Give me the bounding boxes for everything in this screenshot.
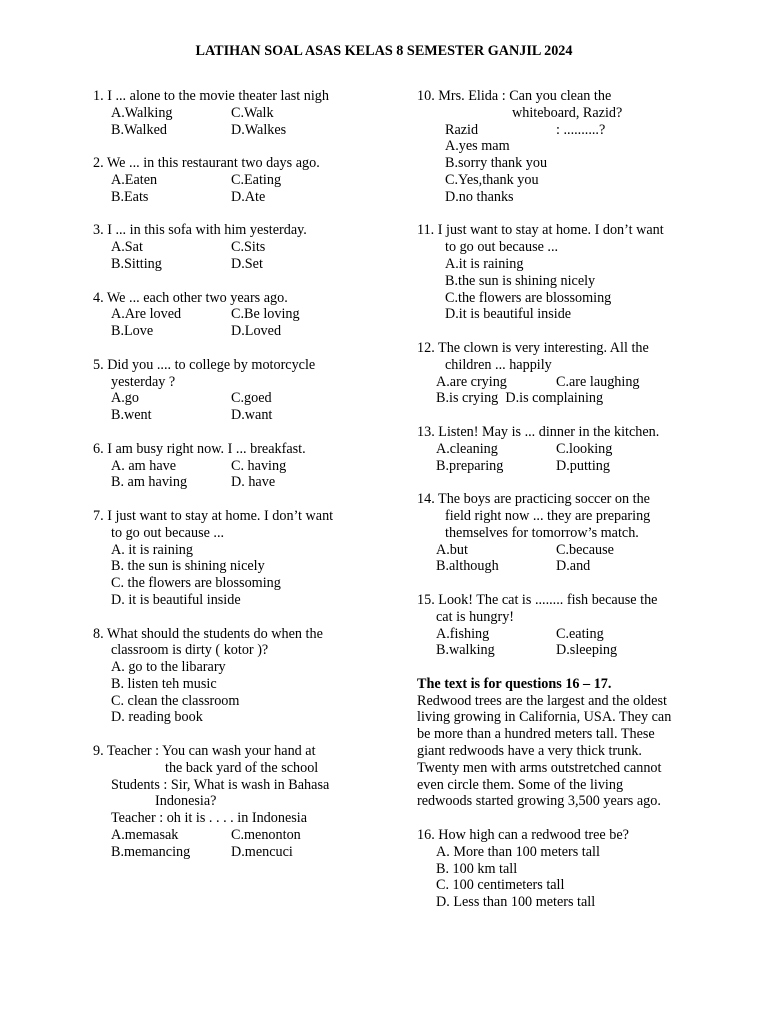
options-row: [93, 474, 393, 491]
option-d: D.want: [231, 407, 273, 424]
option-a: A. it is raining: [111, 541, 193, 558]
question-stem-cont: Indonesia?: [155, 793, 217, 810]
question-stem: 1. I ... alone to the movie theater last nigh: [93, 88, 329, 104]
question-stem: 4. We ... each other two years ago.: [93, 289, 288, 306]
option-d: D.Loved: [231, 323, 282, 340]
option-a: A.Sat: [111, 239, 143, 256]
option-c: C. having: [231, 457, 287, 474]
question-stem-cont: whiteboard, Razid?: [512, 104, 623, 121]
question-stem-cont: Teacher : oh it is . . . . in Indonesia: [111, 810, 308, 827]
options-row: [93, 105, 393, 122]
options-row: [93, 306, 393, 323]
question-stem-cont: to go out because ...: [445, 239, 559, 256]
option-c: C.the flowers are blossoming: [445, 289, 612, 306]
question-14: [417, 491, 717, 575]
question-stem: 6. I am busy right now. I ... breakfast.: [93, 440, 306, 457]
passage-line: Redwood trees are the largest and the oldest: [417, 692, 667, 709]
option-d: D.it is beautiful inside: [445, 306, 572, 323]
option-d: D. have: [231, 474, 276, 491]
question-stem-cont: themselves for tomorrow’s match.: [445, 524, 639, 541]
option-b: B. the sun is shining nicely: [111, 558, 265, 575]
option-b: B.preparing: [436, 457, 504, 474]
option-b: B.memancing: [111, 843, 191, 860]
option-c: C.because: [556, 541, 614, 558]
question-7: [93, 508, 393, 609]
option-c: C.eating: [556, 625, 604, 642]
option-d: D.Ate: [231, 188, 266, 205]
options-row: [417, 374, 717, 391]
question-2: [93, 155, 393, 205]
option-d: D. it is beautiful inside: [111, 591, 241, 608]
option-c: C.Walk: [231, 104, 274, 121]
passage-line: living growing in California, USA. They can: [417, 709, 672, 726]
options-row: [93, 172, 393, 189]
question-4: [93, 290, 393, 340]
option-b: B.Love: [111, 323, 154, 340]
question-stem-cont: Students : Sir, What is wash in Bahasa: [111, 776, 330, 793]
question-stem: 9. Teacher : You can wash your hand at: [93, 743, 316, 760]
option-c: C. 100 centimeters tall: [436, 877, 565, 894]
question-stem: 10. Mrs. Elida : Can you clean the: [417, 88, 612, 104]
option-a: A. go to the libarary: [111, 659, 226, 676]
options-row: [93, 458, 393, 475]
question-stem: 13. Listen! May is ... dinner in the kitchen.: [417, 423, 660, 440]
option-a: A.memasak: [111, 827, 179, 844]
option-a: A.yes mam: [445, 138, 510, 155]
question-stem: 5. Did you .... to college by motorcycle: [93, 356, 316, 373]
options-row: [417, 542, 717, 559]
option-c: C.are laughing: [556, 373, 640, 390]
options-row: [93, 844, 393, 861]
option-a: A.are crying: [436, 373, 507, 390]
options-row: [93, 323, 393, 340]
option-b: B.Walked: [111, 121, 167, 138]
option-b: B.the sun is shining nicely: [445, 272, 596, 289]
option-c: C.Yes,thank you: [445, 171, 539, 188]
page-title: LATIHAN SOAL ASAS KELAS 8 SEMESTER GANJIL 2024: [195, 43, 573, 59]
option-a: A.Are loved: [111, 306, 182, 323]
option-a: A.Eaten: [111, 171, 158, 188]
option-d: D.Set: [231, 255, 263, 272]
option-c: C.looking: [556, 440, 613, 457]
option-c: C.Eating: [231, 171, 282, 188]
question-3: [93, 222, 393, 272]
option-a: A. am have: [111, 457, 177, 474]
options-row: [417, 642, 717, 659]
options-row: [93, 189, 393, 206]
options-row: [93, 390, 393, 407]
option-a: A.cleaning: [436, 440, 498, 457]
option-d: D.no thanks: [445, 188, 514, 205]
options-row: [417, 458, 717, 475]
dialog-text: : ..........?: [556, 121, 606, 138]
option-d: D.mencuci: [231, 843, 293, 860]
passage-line: even circle them. Some of the living: [417, 776, 624, 793]
question-stem: 14. The boys are practicing soccer on the: [417, 491, 650, 508]
question-stem: 16. How high can a redwood tree be?: [417, 827, 629, 844]
question-9: [93, 743, 393, 861]
question-stem-cont: cat is hungry!: [436, 608, 515, 625]
question-stem: 8. What should the students do when the: [93, 625, 323, 642]
question-1: [93, 88, 393, 138]
question-stem-cont: classroom is dirty ( kotor )?: [111, 642, 269, 659]
passage-line: redwoods started growing 3,500 years ago.: [417, 793, 661, 810]
passage-line: Twenty men with arms outstretched cannot: [417, 759, 662, 776]
question-16: [417, 827, 717, 911]
option-d: D.putting: [556, 457, 610, 474]
option-c: C.Be loving: [231, 306, 300, 323]
option-a: A.go: [111, 390, 139, 407]
question-stem: 15. Look! The cat is ........ fish because the: [417, 591, 658, 608]
options-row: [417, 558, 717, 575]
option-b: B. listen teh music: [111, 675, 217, 692]
option-b-d: B.is crying D.is complaining: [436, 390, 604, 407]
question-11: [417, 222, 717, 323]
options-row: [93, 407, 393, 424]
question-stem: 2. We ... in this restaurant two days ago.: [93, 155, 320, 172]
question-stem-cont: yesterday ?: [111, 373, 176, 390]
question-8: [93, 626, 393, 727]
option-a: A. More than 100 meters tall: [436, 843, 600, 860]
passage-heading: The text is for questions 16 – 17.: [417, 675, 612, 692]
option-b: B.Sitting: [111, 255, 162, 272]
dialog-line: [417, 122, 717, 139]
option-d: D.and: [556, 558, 591, 575]
speaker-label: Razid: [445, 121, 479, 138]
option-c: C.menonton: [231, 827, 301, 844]
option-d: D.sleeping: [556, 642, 618, 659]
options-row: [93, 827, 393, 844]
question-10: [417, 88, 717, 206]
options-row: [93, 122, 393, 139]
question-stem: 7. I just want to stay at home. I don’t want: [93, 507, 334, 524]
options-row: [417, 441, 717, 458]
option-c: C. clean the classroom: [111, 692, 240, 709]
option-a: A.it is raining: [445, 255, 524, 272]
options-row: [417, 626, 717, 643]
question-stem: 12. The clown is very interesting. All the: [417, 339, 649, 356]
option-b: B.although: [436, 558, 499, 575]
option-d: D. reading book: [111, 709, 203, 726]
question-stem-cont: to go out because ...: [111, 524, 225, 541]
option-b: B.walking: [436, 642, 495, 659]
option-b: B.Eats: [111, 188, 149, 205]
option-c: C. the flowers are blossoming: [111, 575, 281, 592]
question-stem-cont: the back yard of the school: [165, 759, 319, 776]
option-a: A.but: [436, 541, 468, 558]
passage-line: be more than a hundred meters tall. These: [417, 726, 655, 743]
option-c: C.goed: [231, 390, 272, 407]
question-12: [417, 340, 717, 407]
option-d: D. Less than 100 meters tall: [436, 894, 596, 911]
option-c: C.Sits: [231, 239, 266, 256]
question-stem: 3. I ... in this sofa with him yesterday.: [93, 222, 307, 239]
option-b: B. am having: [111, 474, 188, 491]
question-5: [93, 357, 393, 424]
question-6: [93, 441, 393, 491]
question-13: [417, 424, 717, 474]
passage-line: giant redwoods have a very thick trunk.: [417, 743, 642, 760]
option-a: A.Walking: [111, 104, 173, 121]
option-a: A.fishing: [436, 625, 490, 642]
question-stem-cont: children ... happily: [445, 356, 552, 373]
left-column: [93, 88, 393, 877]
right-column: [417, 88, 717, 928]
option-b: B.sorry thank you: [445, 155, 548, 172]
option-b: B.went: [111, 407, 152, 424]
question-stem: 11. I just want to stay at home. I don’t want: [417, 222, 664, 239]
options-row: [93, 239, 393, 256]
option-b: B. 100 km tall: [436, 860, 518, 877]
options-row: [93, 256, 393, 273]
reading-passage: [417, 676, 717, 810]
option-d: D.Walkes: [231, 121, 287, 138]
question-15: [417, 592, 717, 659]
question-stem-cont: field right now ... they are preparing: [445, 507, 651, 524]
